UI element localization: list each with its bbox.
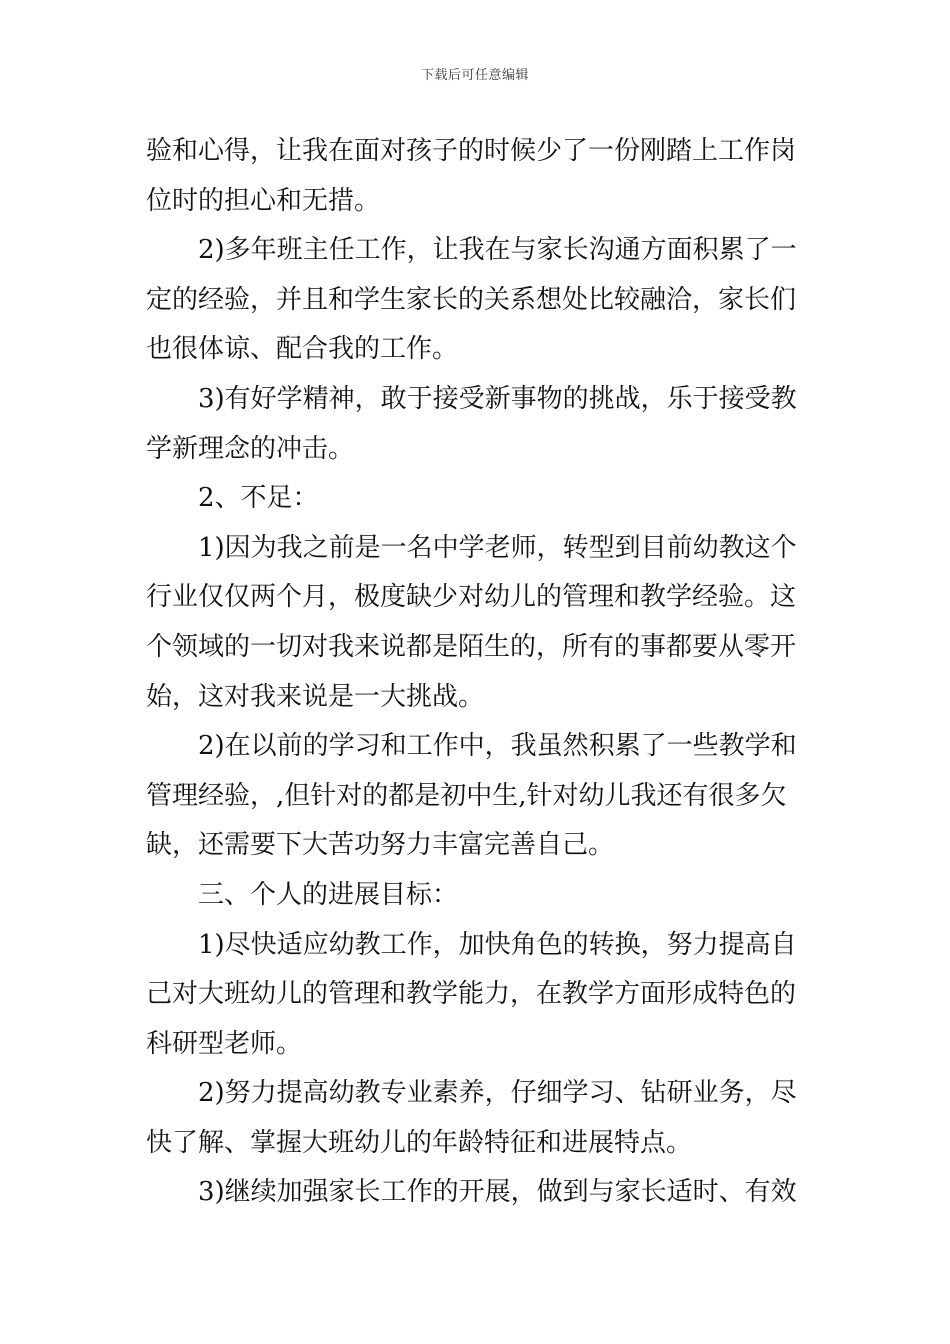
text-line: 2)多年班主任工作，让我在与家长沟通方面积累了一 bbox=[198, 235, 797, 266]
text-line: 2)努力提高幼教专业素养，仔细学习、钻研业务，尽 bbox=[198, 1078, 797, 1109]
text-line: 己对大班幼儿的管理和教学能力，在教学方面形成特色的 bbox=[146, 979, 797, 1010]
text-line: 个领域的一切对我来说都是陌生的，所有的事都要从零开 bbox=[146, 631, 797, 662]
text-line: 管理经验，,但针对的都是初中生,针对幼儿我还有很多欠 bbox=[146, 780, 787, 811]
text-line: 1)尽快适应幼教工作，加快角色的转换，努力提高自 bbox=[198, 929, 797, 960]
text-line: 2)在以前的学习和工作中，我虽然积累了一些教学和 bbox=[198, 731, 797, 762]
text-line: 定的经验，并且和学生家长的关系想处比较融洽，家长们 bbox=[146, 284, 797, 315]
text-line: 学新理念的冲击。 bbox=[146, 433, 355, 464]
text-line: 行业仅仅两个月，极度缺少对幼儿的管理和教学经验。这 bbox=[146, 582, 797, 613]
text-line: 缺，还需要下大苦功努力丰富完善自己。 bbox=[146, 830, 615, 861]
text-line: 3)继续加强家长工作的开展，做到与家长适时、有效 bbox=[198, 1177, 797, 1208]
page-header: 下载后可任意编辑 bbox=[420, 68, 529, 83]
text-line: 科研型老师。 bbox=[146, 1028, 303, 1059]
text-line: 位时的担心和无措。 bbox=[146, 185, 381, 216]
text-line: 验和心得，让我在面对孩子的时候少了一份刚踏上工作岗 bbox=[146, 136, 797, 166]
text-line: 也很体谅、配合我的工作。 bbox=[146, 334, 459, 365]
document-body bbox=[146, 127, 810, 1218]
text-line: 3)有好学精神，敢于接受新事物的挑战，乐于接受教 bbox=[198, 383, 797, 414]
text-line: 快了解、掌握大班幼儿的年龄特征和进展特点。 bbox=[146, 1127, 693, 1158]
text-line: 1)因为我之前是一名中学老师，转型到目前幼教这个 bbox=[198, 532, 797, 563]
text-line: 始，这对我来说是一大挑战。 bbox=[146, 681, 485, 712]
text-line: 2、不足： bbox=[198, 483, 319, 514]
text-line: 三、个人的进展目标： bbox=[198, 879, 459, 910]
